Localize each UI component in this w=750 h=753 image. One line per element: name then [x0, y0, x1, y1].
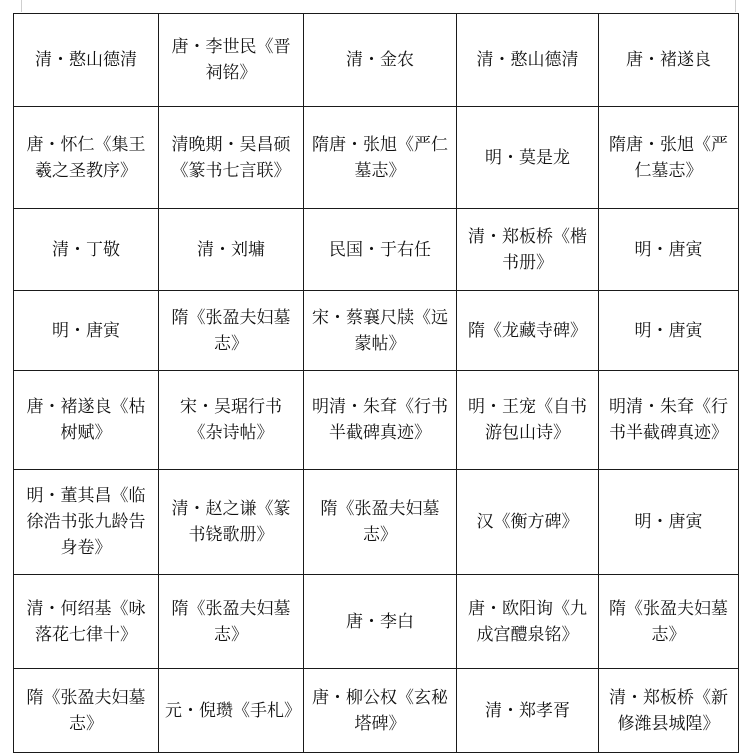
table-cell: 元・倪瓒《手札》: [159, 669, 304, 753]
table-cell: 明・唐寅: [599, 470, 739, 575]
table-row: [14, 470, 739, 575]
table-cell: 唐・李白: [304, 575, 457, 669]
table-row: [14, 107, 739, 209]
calligraphy-source-table: [13, 13, 739, 753]
table-cell: 唐・怀仁《集王羲之圣教序》: [14, 107, 159, 209]
table-cell: 明・董其昌《临徐浩书张九龄告身卷》: [14, 470, 159, 575]
table-cell: 隋《张盈夫妇墓志》: [159, 291, 304, 371]
table-cell: 隋《龙藏寺碑》: [457, 291, 599, 371]
page-margin-marker-left: [21, 0, 22, 12]
table-cell: 明・唐寅: [599, 291, 739, 371]
table-cell: 清・金农: [304, 14, 457, 107]
table-cell: 隋《张盈夫妇墓志》: [599, 575, 739, 669]
table-cell: 唐・褚遂良《枯树赋》: [14, 371, 159, 470]
table-cell: 隋《张盈夫妇墓志》: [304, 470, 457, 575]
table-cell: 明・唐寅: [14, 291, 159, 371]
table-cell: 隋《张盈夫妇墓志》: [159, 575, 304, 669]
table-cell: 唐・褚遂良: [599, 14, 739, 107]
table-cell: 隋《张盈夫妇墓志》: [14, 669, 159, 753]
table-cell: 清・郑板桥《楷书册》: [457, 209, 599, 291]
table-cell: 明・莫是龙: [457, 107, 599, 209]
table-cell: 清・刘墉: [159, 209, 304, 291]
table-cell: 隋唐・张旭《严仁墓志》: [599, 107, 739, 209]
table-cell: 清・赵之谦《篆书铙歌册》: [159, 470, 304, 575]
table-cell: 明清・朱耷《行书半截碑真迹》: [304, 371, 457, 470]
table-cell: 明清・朱耷《行书半截碑真迹》: [599, 371, 739, 470]
table-row: [14, 371, 739, 470]
table-row: [14, 14, 739, 107]
table-cell: 民国・于右任: [304, 209, 457, 291]
table-cell: 隋唐・张旭《严仁墓志》: [304, 107, 457, 209]
table-cell: 宋・蔡襄尺牍《远蒙帖》: [304, 291, 457, 371]
page-margin-marker-right: [735, 0, 736, 12]
table-row: [14, 669, 739, 753]
table-cell: 明・唐寅: [599, 209, 739, 291]
table-cell: 唐・柳公权《玄秘塔碑》: [304, 669, 457, 753]
table-row: [14, 209, 739, 291]
table-row: [14, 291, 739, 371]
table-cell: 唐・欧阳询《九成宫醴泉铭》: [457, 575, 599, 669]
table-cell: 清・何绍基《咏落花七律十》: [14, 575, 159, 669]
table-cell: 清・憨山德清: [14, 14, 159, 107]
table-cell: 清・郑板桥《新修潍县城隍》: [599, 669, 739, 753]
table-cell: 清・郑孝胥: [457, 669, 599, 753]
table-cell: 清・憨山德清: [457, 14, 599, 107]
table-row: [14, 575, 739, 669]
table-cell: 清晚期・吴昌硕《篆书七言联》: [159, 107, 304, 209]
table-cell: 明・王宠《自书游包山诗》: [457, 371, 599, 470]
table-cell: 唐・李世民《晋祠铭》: [159, 14, 304, 107]
table-cell: 宋・吴琚行书《杂诗帖》: [159, 371, 304, 470]
table-cell: 清・丁敬: [14, 209, 159, 291]
table-cell: 汉《衡方碑》: [457, 470, 599, 575]
